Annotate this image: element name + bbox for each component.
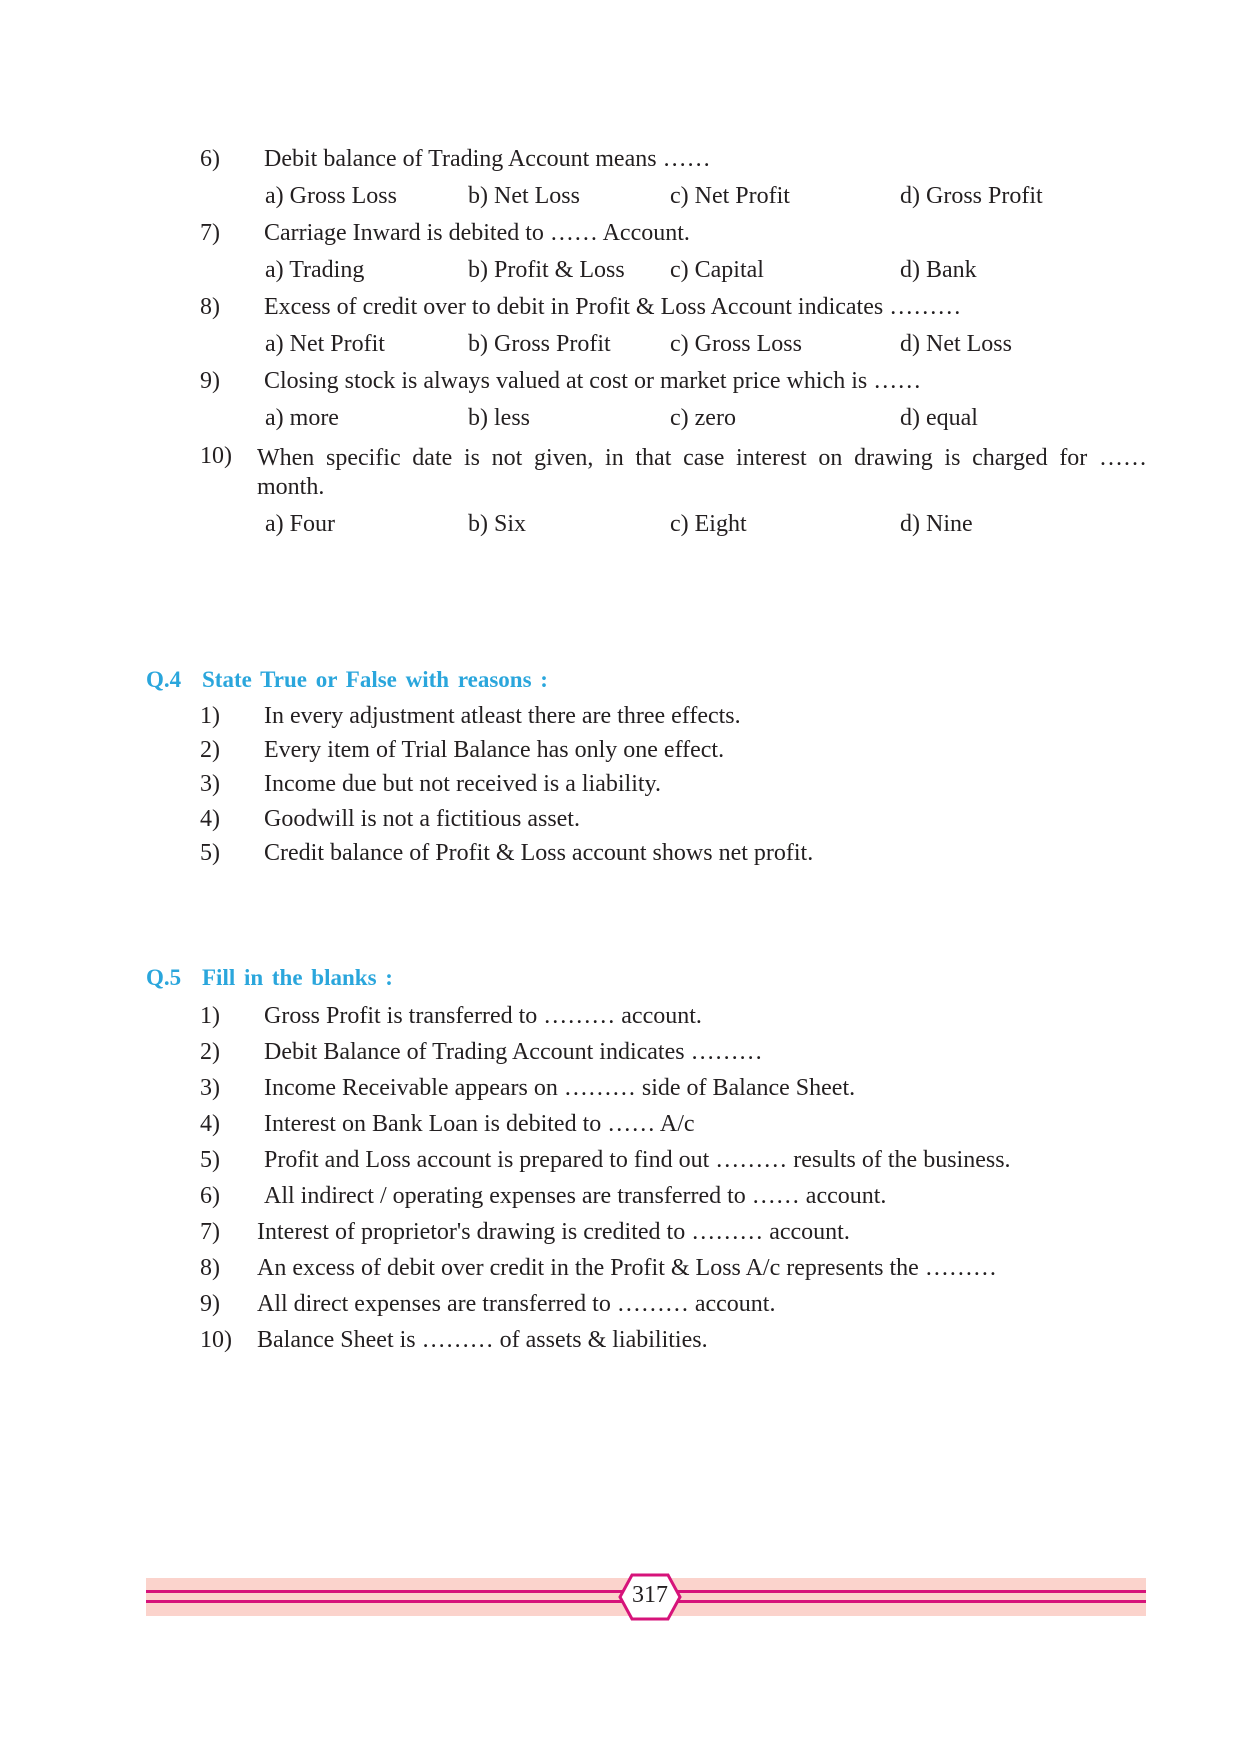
list-item: In every adjustment atleast there are three effects. bbox=[264, 703, 741, 729]
list-item: Credit balance of Profit & Loss account shows net profit. bbox=[264, 840, 814, 866]
q5-number: Q.5 bbox=[146, 965, 182, 990]
page-number-badge bbox=[618, 1573, 682, 1621]
option-d: d) Net Loss bbox=[900, 331, 1012, 357]
list-item: All direct expenses are transferred to ……… account. bbox=[257, 1291, 776, 1317]
question-number: 6) bbox=[200, 146, 220, 172]
list-item-number: 10) bbox=[200, 1327, 232, 1353]
list-item-number: 3) bbox=[200, 1075, 220, 1101]
option-d: d) Bank bbox=[900, 257, 977, 283]
question-number: 10) bbox=[200, 443, 232, 469]
option-a: a) Net Profit bbox=[265, 331, 385, 357]
option-b: b) Profit & Loss bbox=[468, 257, 625, 283]
list-item: Interest of proprietor's drawing is credited to ……… account. bbox=[257, 1219, 850, 1245]
list-item: Balance Sheet is ……… of assets & liabilities. bbox=[257, 1327, 708, 1353]
list-item-number: 4) bbox=[200, 806, 220, 832]
option-d: d) Gross Profit bbox=[900, 183, 1043, 209]
option-c: c) Gross Loss bbox=[670, 331, 802, 357]
question-number: 9) bbox=[200, 368, 220, 394]
question-text: Closing stock is always valued at cost or market price which is …… bbox=[264, 368, 922, 394]
option-b: b) Net Loss bbox=[468, 183, 580, 209]
question-text: Carriage Inward is debited to …… Account. bbox=[264, 220, 690, 246]
option-c: c) Net Profit bbox=[670, 183, 790, 209]
list-item: Profit and Loss account is prepared to find out ……… results of the business. bbox=[264, 1147, 1011, 1173]
question-number: 8) bbox=[200, 294, 220, 320]
question-number: 7) bbox=[200, 220, 220, 246]
list-item: Gross Profit is transferred to ……… account. bbox=[264, 1003, 702, 1029]
page-number: 317 bbox=[632, 1582, 668, 1608]
q4-number: Q.4 bbox=[146, 667, 182, 692]
option-a: a) Trading bbox=[265, 257, 365, 283]
option-c: c) Eight bbox=[670, 511, 747, 537]
list-item: Goodwill is not a fictitious asset. bbox=[264, 806, 580, 832]
q4-title: State True or False with reasons : bbox=[202, 667, 548, 692]
option-a: a) Gross Loss bbox=[265, 183, 397, 209]
list-item-number: 1) bbox=[200, 703, 220, 729]
list-item-number: 7) bbox=[200, 1219, 220, 1245]
option-c: c) zero bbox=[670, 405, 736, 431]
list-item-number: 5) bbox=[200, 1147, 220, 1173]
q5-title: Fill in the blanks : bbox=[202, 965, 393, 990]
option-d: d) Nine bbox=[900, 511, 973, 537]
list-item: Every item of Trial Balance has only one effect. bbox=[264, 737, 725, 763]
option-c: c) Capital bbox=[670, 257, 764, 283]
q4-heading bbox=[146, 667, 548, 693]
list-item-number: 1) bbox=[200, 1003, 220, 1029]
option-a: a) more bbox=[265, 405, 339, 431]
question-text: When specific date is not given, in that case interest on drawing is charged for …… bbox=[257, 445, 1147, 471]
option-b: b) Gross Profit bbox=[468, 331, 611, 357]
option-b: b) less bbox=[468, 405, 530, 431]
list-item-number: 5) bbox=[200, 840, 220, 866]
list-item: Debit Balance of Trading Account indicates ……… bbox=[264, 1039, 763, 1065]
list-item-number: 9) bbox=[200, 1291, 220, 1317]
q5-heading bbox=[146, 965, 393, 991]
list-item-number: 2) bbox=[200, 737, 220, 763]
option-d: d) equal bbox=[900, 405, 978, 431]
list-item-number: 8) bbox=[200, 1255, 220, 1281]
list-item-number: 4) bbox=[200, 1111, 220, 1137]
list-item-number: 2) bbox=[200, 1039, 220, 1065]
list-item: All indirect / operating expenses are transferred to …… account. bbox=[264, 1183, 887, 1209]
list-item: Income Receivable appears on ……… side of Balance Sheet. bbox=[264, 1075, 856, 1101]
question-text: Debit balance of Trading Account means …… bbox=[264, 146, 711, 172]
question-text-continued: month. bbox=[257, 474, 325, 500]
option-b: b) Six bbox=[468, 511, 527, 537]
option-a: a) Four bbox=[265, 511, 335, 537]
question-text: Excess of credit over to debit in Profit & Loss Account indicates ……… bbox=[264, 294, 962, 320]
list-item-number: 6) bbox=[200, 1183, 220, 1209]
list-item: Income due but not received is a liability. bbox=[264, 771, 661, 797]
list-item-number: 3) bbox=[200, 771, 220, 797]
list-item: An excess of debit over credit in the Profit & Loss A/c represents the ……… bbox=[257, 1255, 997, 1281]
list-item: Interest on Bank Loan is debited to …… A/c bbox=[264, 1111, 695, 1137]
